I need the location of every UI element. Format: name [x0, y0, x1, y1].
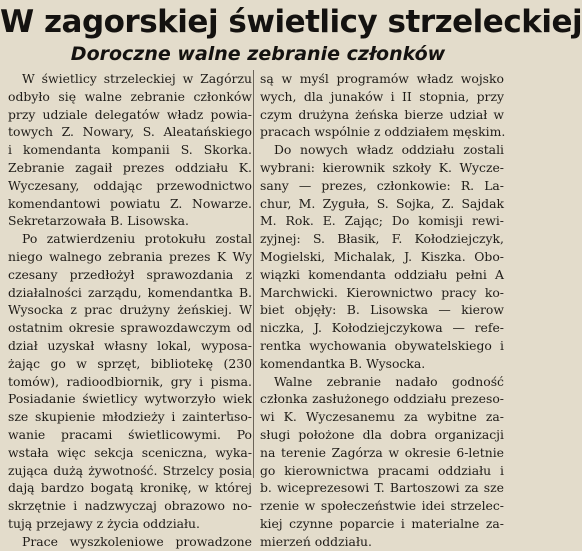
text-line: zyjnej: S. Błasik, F. Kołodziejczyk,: [260, 231, 504, 247]
subheadline: Doroczne walne zebranie członków: [70, 43, 446, 65]
text-line: przy udziale delegatów władz powia-: [8, 106, 252, 122]
text-line: go kierownictwa pracami oddziału i: [260, 462, 504, 478]
text-line: chur, M. Zyguła, S. Sojka, Z. Sajdak: [260, 195, 504, 211]
text-line: Walne zebranie nadało godność: [274, 373, 504, 389]
headline: W zagorskiej świetlicy strzeleckiej: [0, 4, 582, 40]
column-divider: [253, 70, 254, 478]
text-line: b. wiceprezesowi T. Bartoszowi za sze: [260, 480, 504, 496]
text-line: i komendanta kompanii S. Skorka.: [8, 142, 252, 158]
text-line: sze skupienie młodzieży i zainterեso-: [8, 409, 252, 425]
text-line: działalności zarządu, komendantka B.: [8, 284, 252, 300]
text-line: wiązki komendanta oddziału pełni A: [260, 266, 504, 282]
text-line: Po zatwierdzeniu protokułu zostal: [22, 231, 252, 247]
text-line: Marchwicki. Kierownictwo pracy ko-: [260, 284, 504, 300]
text-line: mierzeń oddziału.: [260, 533, 372, 549]
text-line: wstała więc sekcja sceniczna, wyka-: [8, 444, 252, 460]
text-line: członka zasłużonego oddziału prezeso-: [260, 391, 504, 407]
text-line: dają bardzo bogatą kronikę, w której: [8, 480, 252, 496]
text-line: niczka, J. Kołodziejczykowa — refe-: [260, 320, 504, 336]
text-line: czesany przedłożył sprawozdania z: [8, 266, 252, 282]
text-line: są w myśl programów władz wojsko: [260, 71, 504, 86]
text-line: pracach wspólnie z oddziałem męskim.: [260, 124, 506, 140]
left-column: [8, 70, 252, 551]
text-line: wybrani: kierownik szkoły K. Wycze-: [260, 159, 504, 175]
right-column: [260, 70, 504, 551]
text-line: Wysocka z prac drużyny żeńskiej. W: [8, 302, 252, 318]
text-line: żając go w sprzęt, bibliotekę (230: [8, 355, 252, 371]
text-line: komendantka B. Wysocka.: [260, 355, 426, 371]
text-line: dział uzyskał własny lokal, wyposa-: [8, 337, 252, 353]
text-line: rentka wychowania obywatelskiego i: [260, 337, 504, 353]
text-line: wych, dla junaków i II stopnia, przy: [260, 88, 504, 104]
text-line: komendantowi powiatu Z. Nowarze.: [8, 195, 252, 211]
text-line: M. Rok. E. Zając; Do komisji rewi-: [260, 213, 504, 229]
text-line: na terenie Zagórza w okresie 6-letnie: [260, 444, 504, 460]
text-line: Mogielski, Michalak, J. Kiszka. Obo-: [260, 248, 504, 264]
text-line: niego walnego zebrania prezes K Wy: [8, 248, 252, 264]
text-line: odbyło się walne zebranie członków: [8, 88, 252, 104]
text-line: tomów), radioodbiornik, gry i pisma.: [8, 373, 252, 389]
text-line: wi K. Wyczesanemu za wybitne za-: [260, 409, 504, 425]
text-line: skrzętnie i nadzwyczaj obrazowo no-: [8, 498, 252, 514]
text-line: Prace wyszkoleniowe prowadzone: [22, 533, 252, 549]
text-line: wanie pracami świetlicowymi. Po: [8, 426, 252, 442]
text-line: tują przejawy z życia oddziału.: [8, 515, 200, 531]
text-line: rzenie w społeczeństwie idei strzelec-: [260, 498, 504, 514]
text-line: biet objęły: B. Lisowska — kierow: [260, 302, 504, 318]
text-line: Sekretarzowała B. Lisowska.: [8, 213, 189, 229]
text-line: Posiadanie świetlicy wytworzyło wiek: [8, 391, 252, 407]
text-line: zująca dużą żywotność. Strzelcy posia: [8, 462, 252, 478]
text-line: ostatnim okresie sprawozdawczym od: [8, 320, 252, 336]
text-line: Do nowych władz oddziału zostali: [274, 142, 504, 158]
text-line: W świetlicy strzeleckiej w Zagórzu: [22, 71, 252, 86]
text-line: kiej czynne poparcie i materialne za-: [260, 515, 504, 531]
text-line: sany — prezes, członkowie: R. La-: [260, 177, 504, 193]
text-line: Wyczesany, oddając przewodnictwo: [8, 177, 252, 193]
text-line: towych Z. Nowary, S. Aleatańskiego: [8, 124, 252, 140]
text-line: Zebranie zagaił prezes oddziału K.: [8, 159, 252, 175]
text-line: czym drużyna żeńska bierze udział w: [260, 106, 504, 122]
text-line: sługi położone dla dobra organizacji: [260, 426, 504, 442]
